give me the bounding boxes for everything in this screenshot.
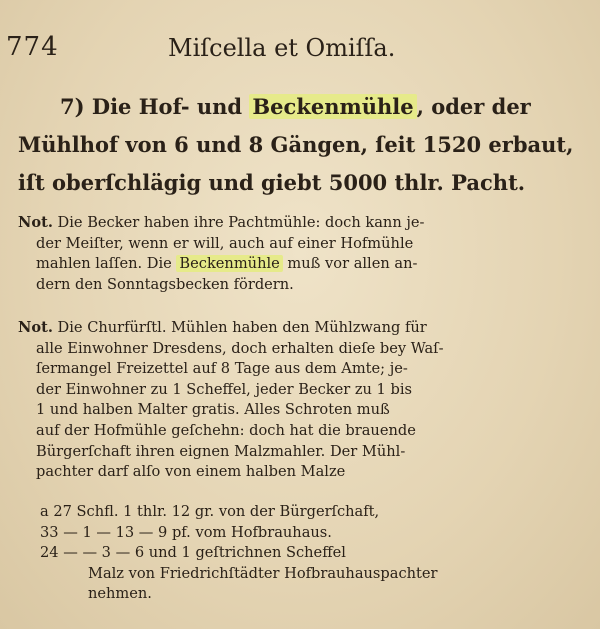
note-line: Not. Die Becker haben ihre Pachtmühle: doch kann je- xyxy=(18,214,425,231)
note-line: mahlen laſſen. Die Beckenmühle muß vor allen an- xyxy=(36,255,418,273)
table-row: a 27 Schfl. 1 thlr. 12 gr. von der Bürgerſchaft, xyxy=(40,503,380,520)
table-row: 33 — 1 — 13 — 9 pf. vom Hofbrauhaus. xyxy=(40,523,332,541)
table-continuation: Malz von Friedrichſtädter Hofbrauhauspachter xyxy=(88,564,438,582)
note-label: Not. xyxy=(18,319,53,336)
note-label: Not. xyxy=(18,214,53,231)
note-line: der Meiſter, wenn er will, auch auf einer Hofmühle xyxy=(36,234,414,252)
entry-line: Mühlhof von 6 und 8 Gängen, ſeit 1520 erbaut, xyxy=(18,132,574,157)
running-title: Miſcella et Omiſſa. xyxy=(168,34,396,62)
note-line: alle Einwohner Dresdens, doch erhalten dieſe bey Waſ- xyxy=(36,339,444,357)
entry-line: 7) Die Hof- und Beckenmühle , oder der xyxy=(60,94,531,119)
note-line: Not. Die Churfürſtl. Mühlen haben den Mühlzwang für xyxy=(18,319,427,336)
table-row: 24 — — 3 — 6 und 1 geſtrichnen Scheffel xyxy=(40,544,346,562)
table-continuation: nehmen. xyxy=(88,585,152,603)
note-line: ſermangel Freizettel auf 8 Tage aus dem Amte; je- xyxy=(36,360,408,378)
entry-line: iſt oberſchlägig und giebt 5000 thlr. Pacht. xyxy=(18,170,526,195)
note-line: auf der Hofmühle geſchehn: doch hat die brauende xyxy=(36,421,416,439)
note-line: 1 und halben Malter gratis. Alles Schroten muß xyxy=(36,401,390,419)
page-number: 774 xyxy=(6,32,59,62)
note-line: dern den Sonntagsbecken fördern. xyxy=(36,275,294,293)
note-line: pachter darf alſo von einem halben Malze xyxy=(36,463,346,481)
note-1 xyxy=(18,213,588,295)
highlighted-term: Beckenmühle xyxy=(176,255,282,272)
note-line: Bürgerſchaft ihren eignen Malzmahler. Der Mühl- xyxy=(36,442,406,460)
toll-table xyxy=(40,502,590,605)
entry-7 xyxy=(18,88,586,202)
page-header xyxy=(0,30,600,66)
note-line: der Einwohner zu 1 Scheffel, jeder Becker zu 1 bis xyxy=(36,380,412,398)
highlighted-term: Beckenmühle xyxy=(249,94,416,119)
note-2 xyxy=(18,318,588,483)
